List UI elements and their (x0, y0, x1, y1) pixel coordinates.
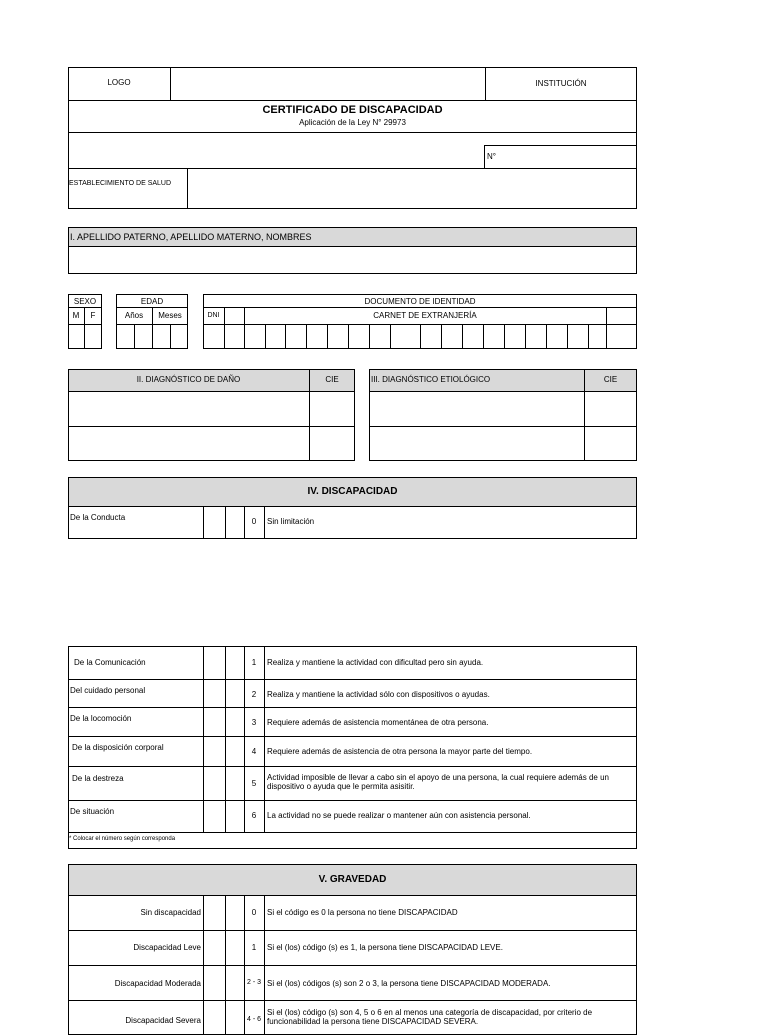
severity-moderate-checkbox[interactable] (204, 966, 224, 999)
divider (484, 145, 637, 146)
age-months-input[interactable] (153, 325, 187, 348)
code-number: 3 (251, 718, 257, 727)
severity-label: Discapacidad Severa (125, 1016, 201, 1025)
code-number: 0 (251, 908, 257, 917)
certificate-subtitle: Aplicación de la Ley N° 29973 (299, 118, 406, 127)
disability-row-label: De situación (70, 807, 115, 816)
severity-title: V. GRAVEDAD (318, 874, 387, 885)
severity-none-checkbox[interactable] (204, 896, 224, 929)
code-description: La actividad no se puede realizar o mantener aún con asistencia personal. (267, 811, 531, 820)
dni-label: DNI (207, 312, 220, 319)
severity-label: Discapacidad Leve (133, 943, 201, 952)
divider (68, 246, 637, 247)
code-description: Requiere además de asistencia de otra persona la mayor parte del tiempo. (267, 747, 533, 756)
footnote: * Colocar el número según corresponda (69, 836, 176, 842)
disability-row-label: De la Comunicación (74, 658, 146, 667)
disability-row-label: De la locomoción (70, 714, 132, 723)
code-number: 1 (251, 943, 257, 952)
severity-severe-checkbox[interactable] (204, 1001, 224, 1024)
number-label: N° (487, 152, 496, 161)
damage-diagnosis-title: II. DIAGNÓSTICO DE DAÑO (136, 375, 241, 384)
communication-code-input[interactable] (204, 647, 224, 678)
institution-label: INSTITUCIÓN (535, 79, 587, 88)
name-section-title: I. APELLIDO PATERNO, APELLIDO MATERNO, NOMBRES (70, 232, 312, 242)
disability-row-label: Del cuidado personal (70, 686, 146, 695)
code-number: 0 (251, 517, 257, 526)
etiologic-diagnosis-title: III. DIAGNÓSTICO ETIOLÓGICO (371, 375, 491, 384)
code-number: 5 (251, 779, 257, 788)
code-description: Requiere además de asistencia momentánea de otra persona. (267, 718, 489, 727)
document-label: DOCUMENTO DE IDENTIDAD (364, 297, 476, 306)
code-number: 4 (251, 747, 257, 756)
sex-label: SEXO (73, 297, 97, 306)
disability-title: IV. DISCAPACIDAD (307, 486, 398, 497)
damage-diagnosis-input[interactable] (70, 393, 308, 425)
sex-female-checkbox[interactable] (85, 325, 101, 348)
divider (484, 145, 485, 169)
disability-row-label: De la destreza (72, 774, 124, 783)
etiologic-diagnosis-input[interactable] (371, 393, 583, 425)
foreign-card-label: CARNET DE EXTRANJERÍA (373, 311, 477, 320)
divider (68, 168, 637, 169)
personal-care-code-input[interactable] (204, 680, 224, 706)
logo-placeholder: LOGO (107, 78, 131, 87)
sex-male-checkbox[interactable] (69, 325, 84, 348)
code-description: Actividad imposible de llevar a cabo sin el apoyo de una persona, la cual requiere además de un dispositivo o ayuda que le permita asisitir. (267, 773, 609, 791)
code-description: Realiza y mantiene la actividad sólo con dispositivos o ayudas. (267, 690, 490, 699)
health-facility-label: ESTABLECIMIENTO DE SALUD (69, 180, 172, 187)
divider (68, 132, 637, 133)
locomotion-code-input[interactable] (204, 708, 224, 735)
code-number: 2 - 3 (246, 979, 261, 986)
name-field[interactable] (70, 248, 635, 272)
disability-first-row (68, 506, 637, 539)
age-years-input[interactable] (117, 325, 151, 348)
age-months-label: Meses (158, 311, 182, 320)
code-description: Sin limitación (267, 517, 315, 526)
situation-code-input[interactable] (204, 801, 224, 831)
code-description: Si el (los) códigos (s) son 2 o 3, la persona tiene DISCAPACIDAD MODERADA. (267, 979, 551, 988)
severity-label: Sin discapacidad (140, 908, 201, 917)
health-facility-field[interactable] (189, 170, 635, 207)
code-number: 6 (251, 811, 257, 820)
body-disposition-code-input[interactable] (204, 737, 224, 765)
age-years-label: Años (124, 311, 144, 320)
dexterity-code-input[interactable] (204, 767, 224, 799)
code-description: Si el (los) código (s) son 4, 5 o 6 en al menos una categoría de discapacidad, por criterio de funcionabilidad la persona tiene DISCAPACIDAD SEVERA. (267, 1008, 593, 1026)
code-number: 1 (251, 658, 257, 667)
certificate-title: CERTIFICADO DE DISCAPACIDAD (262, 104, 443, 116)
divider (68, 100, 637, 101)
damage-diagnosis-input[interactable] (70, 428, 308, 460)
divider (187, 168, 188, 209)
conduct-label: De la Conducta (70, 513, 126, 522)
divider (170, 67, 171, 101)
age-label: EDAD (140, 297, 164, 306)
code-description: Si el código es 0 la persona no tiene DISCAPACIDAD (267, 908, 458, 917)
etiologic-diagnosis-input[interactable] (371, 428, 583, 460)
severity-mild-checkbox[interactable] (204, 931, 224, 964)
code-number: 2 (251, 690, 257, 699)
severity-label: Discapacidad Moderada (114, 979, 201, 988)
code-description: Si el (los) código (s) es 1, la persona tiene DISCAPACIDAD LEVE. (267, 943, 503, 952)
code-number: 4 - 6 (246, 1016, 261, 1023)
etiologic-cie-label: CIE (603, 375, 618, 384)
code-description: Realiza y mantiene la actividad con dificultad pero sin ayuda. (267, 658, 484, 667)
sex-male-label: M (72, 311, 80, 320)
document-number-input[interactable] (204, 325, 636, 348)
damage-cie-label: CIE (325, 375, 339, 384)
sex-female-label: F (90, 311, 96, 320)
disability-row-label: De la disposición corporal (72, 743, 164, 752)
conduct-code-input[interactable] (204, 507, 224, 538)
